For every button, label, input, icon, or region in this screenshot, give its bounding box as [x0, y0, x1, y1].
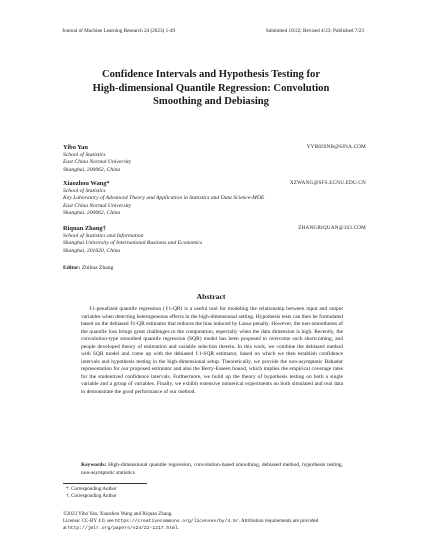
submission-dates: Submitted 10/22; Revised 4/23; Published 7/23 [265, 28, 364, 34]
journal-citation: Journal of Machine Learning Research 24 (2023) 1-49 [62, 28, 176, 34]
footnote-2: †. Corresponding Author [66, 493, 117, 500]
abstract-heading: Abstract [196, 292, 226, 301]
footnote-1: *. Corresponding Author [66, 486, 117, 492]
license-line [63, 518, 366, 525]
author-affiliation: School of Statistics and Information [63, 232, 144, 239]
author-name: Yibo Yan [63, 144, 88, 151]
author-email[interactable]: YYB820NB@SINA.COM [306, 144, 366, 150]
paper-title [60, 68, 362, 109]
title-line-3: Smoothing and Debiasing [153, 96, 269, 107]
title-line-2: High-dimensional Quantile Regression: Convolution [92, 82, 330, 94]
license-footer [63, 511, 366, 533]
author-affiliation: Shanghai University of International Business and Economics [63, 240, 203, 247]
keywords-label: Keywords: [81, 462, 107, 468]
keywords [81, 462, 343, 477]
footnote-rule [63, 483, 147, 484]
author-affiliation: Shanghai, 200062, China [63, 166, 121, 173]
footnotes [66, 486, 117, 500]
author-affiliation: Shanghai, 200062, China [63, 210, 121, 217]
license-link[interactable]: https://creativecommons.org/licenses/by/4.0/ [114, 519, 239, 525]
author-affiliation: East China Normal University [63, 159, 132, 166]
abstract-text: ℓ1-penalized quantile regression (ℓ1-QR) is a useful tool for modeling the relationship between input and output variables when detecting heterogeneous effects in the high-dimensional setting. Hypothesis tests can then be formulated based on the debiased ℓ1-QR estimator that reduces the bias induced by Lasso penalty. However, the non-smoothness of the quantile loss brings great challenges to the computation, especially when the data dimension is high. Recently, the convolution-type smoothed quantile regression (SQR) model has been proposed to overcome such shortcoming, and people developed theory of estimation and variable selection therein. In this work, we combine the debiased method with SQR model and come up with the debiased ℓ1-SQR estimator, based on which we then establish confidence intervals and hypothesis testing in the high-dimensional setup. Theoretically, we provide the non-asymptotic Bahadur representation for our proposed estimator and also the Berry-Esseen bound, which implies the empirical coverage rates for the studentized confidence intervals. Furthermore, we build up the theory of hypothesis testing on both a single variable and a group of variables. Finally, we exhibit extensive numerical experiments on both simulated and real data to demonstrate the good performance of our method. [81, 306, 343, 396]
author-affiliation: Key Laboratory of Advanced Theory and Application in Statistics and Data Science-MOE [63, 195, 265, 202]
editor-name: Zhihua Zhang [81, 265, 114, 271]
author-email[interactable]: ZHANGRIQUAN@163.COM [298, 225, 366, 231]
author-affiliation: East China Normal University [63, 202, 132, 209]
copyright: ©2023 Yibo Yan, Xiaozhou Wang and Riquan Zhang. [63, 511, 173, 517]
author-affiliation: Shanghai, 201620, China [63, 247, 121, 254]
author-affiliation: School of Statistics [63, 151, 106, 158]
running-header [62, 28, 364, 34]
paper-url-line [63, 525, 366, 532]
author-block-2 [63, 180, 366, 218]
author-block-3 [63, 225, 366, 255]
license-prefix: License: CC-BY 4.0, see [63, 518, 114, 525]
author-name: Xiaozhou Wang* [63, 180, 110, 187]
paper-url-period: . [177, 525, 179, 532]
editor-label: Editor: [63, 265, 81, 271]
author-block-1 [63, 144, 366, 174]
author-affiliation: School of Statistics [63, 187, 106, 194]
license-at: at [63, 525, 67, 532]
author-name: Riquan Zhang† [63, 225, 106, 232]
license-mid: . Attribution requirements are provided [238, 518, 319, 525]
paper-link[interactable]: http://jmlr.org/papers/v24/22-1217.html [67, 526, 178, 532]
keywords-text: High-dimensional quantile regression, convolution-based smoothing, debiased method, hypothesis testing, non-asymptotic statistics [81, 462, 343, 476]
author-email[interactable]: XZWANG@SFS.ECNU.EDU.CN [289, 180, 366, 186]
title-line-1: Confidence Intervals and Hypothesis Testing for [101, 69, 321, 80]
editor-line [63, 265, 113, 271]
